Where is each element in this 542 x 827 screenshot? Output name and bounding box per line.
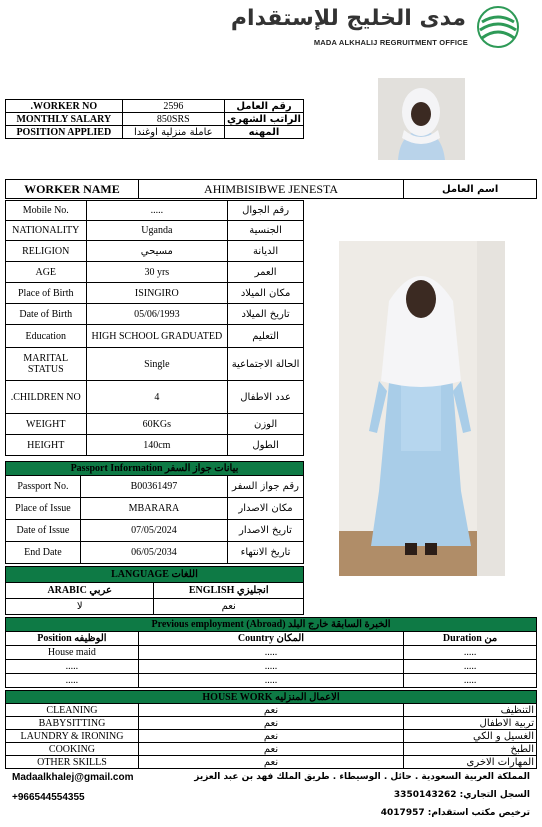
detail-row	[6, 348, 304, 381]
detail-label-ar: عدد الاطفال	[228, 381, 304, 414]
detail-row	[6, 201, 304, 221]
house-work-label-ar: الغسيل و الكي	[404, 730, 537, 743]
detail-label-ar: العمر	[228, 262, 304, 283]
language-arabic-label: ARABIC عربي	[6, 583, 154, 599]
detail-row	[6, 283, 304, 304]
passport-info-table	[5, 461, 304, 564]
footer	[0, 770, 542, 827]
detail-value: .....	[86, 201, 228, 221]
full-body-illustration	[339, 241, 505, 576]
detail-label: Mobile No.	[6, 201, 87, 221]
employment-position: .....	[6, 674, 139, 688]
house-work-row	[6, 743, 537, 756]
passport-value: B00361497	[80, 476, 227, 498]
house-work-row	[6, 730, 537, 743]
detail-label: NATIONALITY	[6, 221, 87, 241]
summary-label-ar: المهنه	[224, 126, 303, 139]
logo-arabic-text: مدى الخليج للإستقدام	[230, 6, 466, 31]
detail-value: 140cm	[86, 435, 228, 456]
detail-label: HEIGHT	[6, 435, 87, 456]
summary-label: .WORKER NO	[6, 100, 123, 113]
summary-label: MONTHLY SALARY	[6, 113, 123, 126]
language-header: LANGUAGE اللغات	[6, 567, 304, 583]
passport-value: 07/05/2024	[80, 520, 227, 542]
house-work-label: OTHER SKILLS	[6, 756, 139, 769]
detail-label: Date of Birth	[6, 304, 87, 325]
house-work-value: نعم	[138, 704, 403, 717]
logo-emblem-icon	[474, 4, 522, 50]
detail-label-ar: الديانة	[228, 241, 304, 262]
detail-value: Single	[86, 348, 228, 381]
detail-value: HIGH SCHOOL GRADUATED	[86, 325, 228, 348]
detail-label-ar: تاريخ الميلاد	[228, 304, 304, 325]
house-work-value: نعم	[138, 717, 403, 730]
employment-duration: .....	[404, 660, 537, 674]
detail-value: مسيحي	[86, 241, 228, 262]
summary-row	[6, 113, 304, 126]
detail-label-ar: الطول	[228, 435, 304, 456]
employment-country: .....	[138, 646, 403, 660]
passport-value: 06/05/2034	[80, 542, 227, 564]
detail-label: AGE	[6, 262, 87, 283]
worker-name-label: WORKER NAME	[6, 180, 139, 199]
passport-value: MBARARA	[80, 498, 227, 520]
footer-phone: +966544554355	[12, 792, 85, 803]
previous-employment-table	[5, 617, 537, 688]
company-logo	[230, 4, 530, 50]
footer-email: Madaalkhalej@gmail.com	[12, 772, 134, 783]
detail-row	[6, 435, 304, 456]
detail-label: .CHILDREN NO	[6, 381, 87, 414]
passport-row	[6, 520, 304, 542]
language-table	[5, 566, 304, 615]
detail-value: 60KGs	[86, 414, 228, 435]
employment-duration: .....	[404, 674, 537, 688]
house-work-label: LAUNDRY & IRONING	[6, 730, 139, 743]
detail-value: 4	[86, 381, 228, 414]
detail-value: ISINGIRO	[86, 283, 228, 304]
language-arabic-value: لا	[6, 599, 154, 615]
passport-label: Place of Issue	[6, 498, 81, 520]
summary-label-ar: الراتب الشهري	[224, 113, 303, 126]
footer-license: ترخيص مكتب استقدام: 4017957	[380, 808, 530, 818]
personal-details-table	[5, 200, 304, 456]
detail-label-ar: رقم الجوال	[228, 201, 304, 221]
house-work-header: HOUSE WORK الاعمال المنزليه	[6, 691, 537, 704]
detail-row	[6, 241, 304, 262]
summary-value: 2596	[122, 100, 224, 113]
house-work-label: BABYSITTING	[6, 717, 139, 730]
worker-name-label-ar: اسم العامل	[404, 180, 537, 199]
worker-name-value: AHIMBISIBWE JENESTA	[138, 180, 403, 199]
detail-row	[6, 304, 304, 325]
detail-value: Uganda	[86, 221, 228, 241]
employment-country: .....	[138, 660, 403, 674]
detail-value: 30 yrs	[86, 262, 228, 283]
employment-country: .....	[138, 674, 403, 688]
passport-header: Passport Information بيانات جواز السفر	[6, 462, 304, 476]
detail-row	[6, 221, 304, 241]
employment-duration: .....	[404, 646, 537, 660]
language-english-value: نعم	[154, 599, 304, 615]
detail-row	[6, 262, 304, 283]
col-country-header: Country المكان	[138, 632, 403, 646]
house-work-row	[6, 717, 537, 730]
house-work-label-ar: المهارات الاخرى	[404, 756, 537, 769]
house-work-value: نعم	[138, 756, 403, 769]
passport-label-ar: تاريخ الاصدار	[228, 520, 304, 542]
detail-label: Education	[6, 325, 87, 348]
employment-row	[6, 646, 537, 660]
detail-row	[6, 325, 304, 348]
passport-label: Passport No.	[6, 476, 81, 498]
passport-label-ar: مكان الاصدار	[228, 498, 304, 520]
house-work-row	[6, 704, 537, 717]
house-work-label-ar: الطبخ	[404, 743, 537, 756]
summary-row	[6, 100, 304, 113]
house-work-label: CLEANING	[6, 704, 139, 717]
employment-row	[6, 674, 537, 688]
col-duration-header: Duration من	[404, 632, 537, 646]
passport-header-row	[6, 462, 304, 476]
house-work-row	[6, 756, 537, 769]
passport-label: Date of Issue	[6, 520, 81, 542]
house-work-label-ar: تربية الاطفال	[404, 717, 537, 730]
detail-label: MARITAL STATUS	[6, 348, 87, 381]
employment-position: House maid	[6, 646, 139, 660]
house-work-value: نعم	[138, 743, 403, 756]
detail-label-ar: الوزن	[228, 414, 304, 435]
detail-row	[6, 381, 304, 414]
detail-label: RELIGION	[6, 241, 87, 262]
portrait-illustration	[378, 78, 465, 160]
worker-photo-portrait	[378, 78, 465, 160]
logo-english-text: MADA ALKHALIJ REGRUITMENT OFFICE	[313, 38, 468, 47]
detail-label-ar: الحالة الاجتماعية	[228, 348, 304, 381]
worker-name-table	[5, 179, 537, 199]
passport-label: End Date	[6, 542, 81, 564]
summary-row	[6, 126, 304, 139]
detail-label-ar: الجنسية	[228, 221, 304, 241]
detail-value: 05/06/1993	[86, 304, 228, 325]
house-work-label-ar: التنظيف	[404, 704, 537, 717]
summary-label-ar: رقم العامل	[224, 100, 303, 113]
passport-row	[6, 498, 304, 520]
col-position-header: Position الوظيفه	[6, 632, 139, 646]
footer-commercial-register: السجل التجاري: 3350143262	[393, 790, 530, 800]
detail-label: Place of Birth	[6, 283, 87, 304]
passport-label-ar: تاريخ الانتهاء	[228, 542, 304, 564]
previous-employment-header: Previous employment (Abroad) الخبرة السابقة خارج البلد	[6, 618, 537, 632]
detail-label: WEIGHT	[6, 414, 87, 435]
summary-value: 850SRS	[122, 113, 224, 126]
detail-row	[6, 414, 304, 435]
house-work-value: نعم	[138, 730, 403, 743]
employment-row	[6, 660, 537, 674]
house-work-label: COOKING	[6, 743, 139, 756]
worker-photo-full-body	[339, 241, 505, 576]
summary-label: POSITION APPLIED	[6, 126, 123, 139]
employment-position: .....	[6, 660, 139, 674]
passport-row	[6, 476, 304, 498]
passport-label-ar: رقم جواز السفر	[228, 476, 304, 498]
footer-address: المملكة العربية السعودية . حائل . الوسيطاء . طريق الملك فهد بن عبد العزيز	[194, 772, 530, 782]
house-work-table	[5, 690, 537, 769]
summary-table	[5, 99, 304, 139]
passport-row	[6, 542, 304, 564]
detail-label-ar: التعليم	[228, 325, 304, 348]
language-english-label: ENGLISH انجليزي	[154, 583, 304, 599]
summary-value: عاملة منزلية اوغندا	[122, 126, 224, 139]
detail-label-ar: مكان الميلاد	[228, 283, 304, 304]
